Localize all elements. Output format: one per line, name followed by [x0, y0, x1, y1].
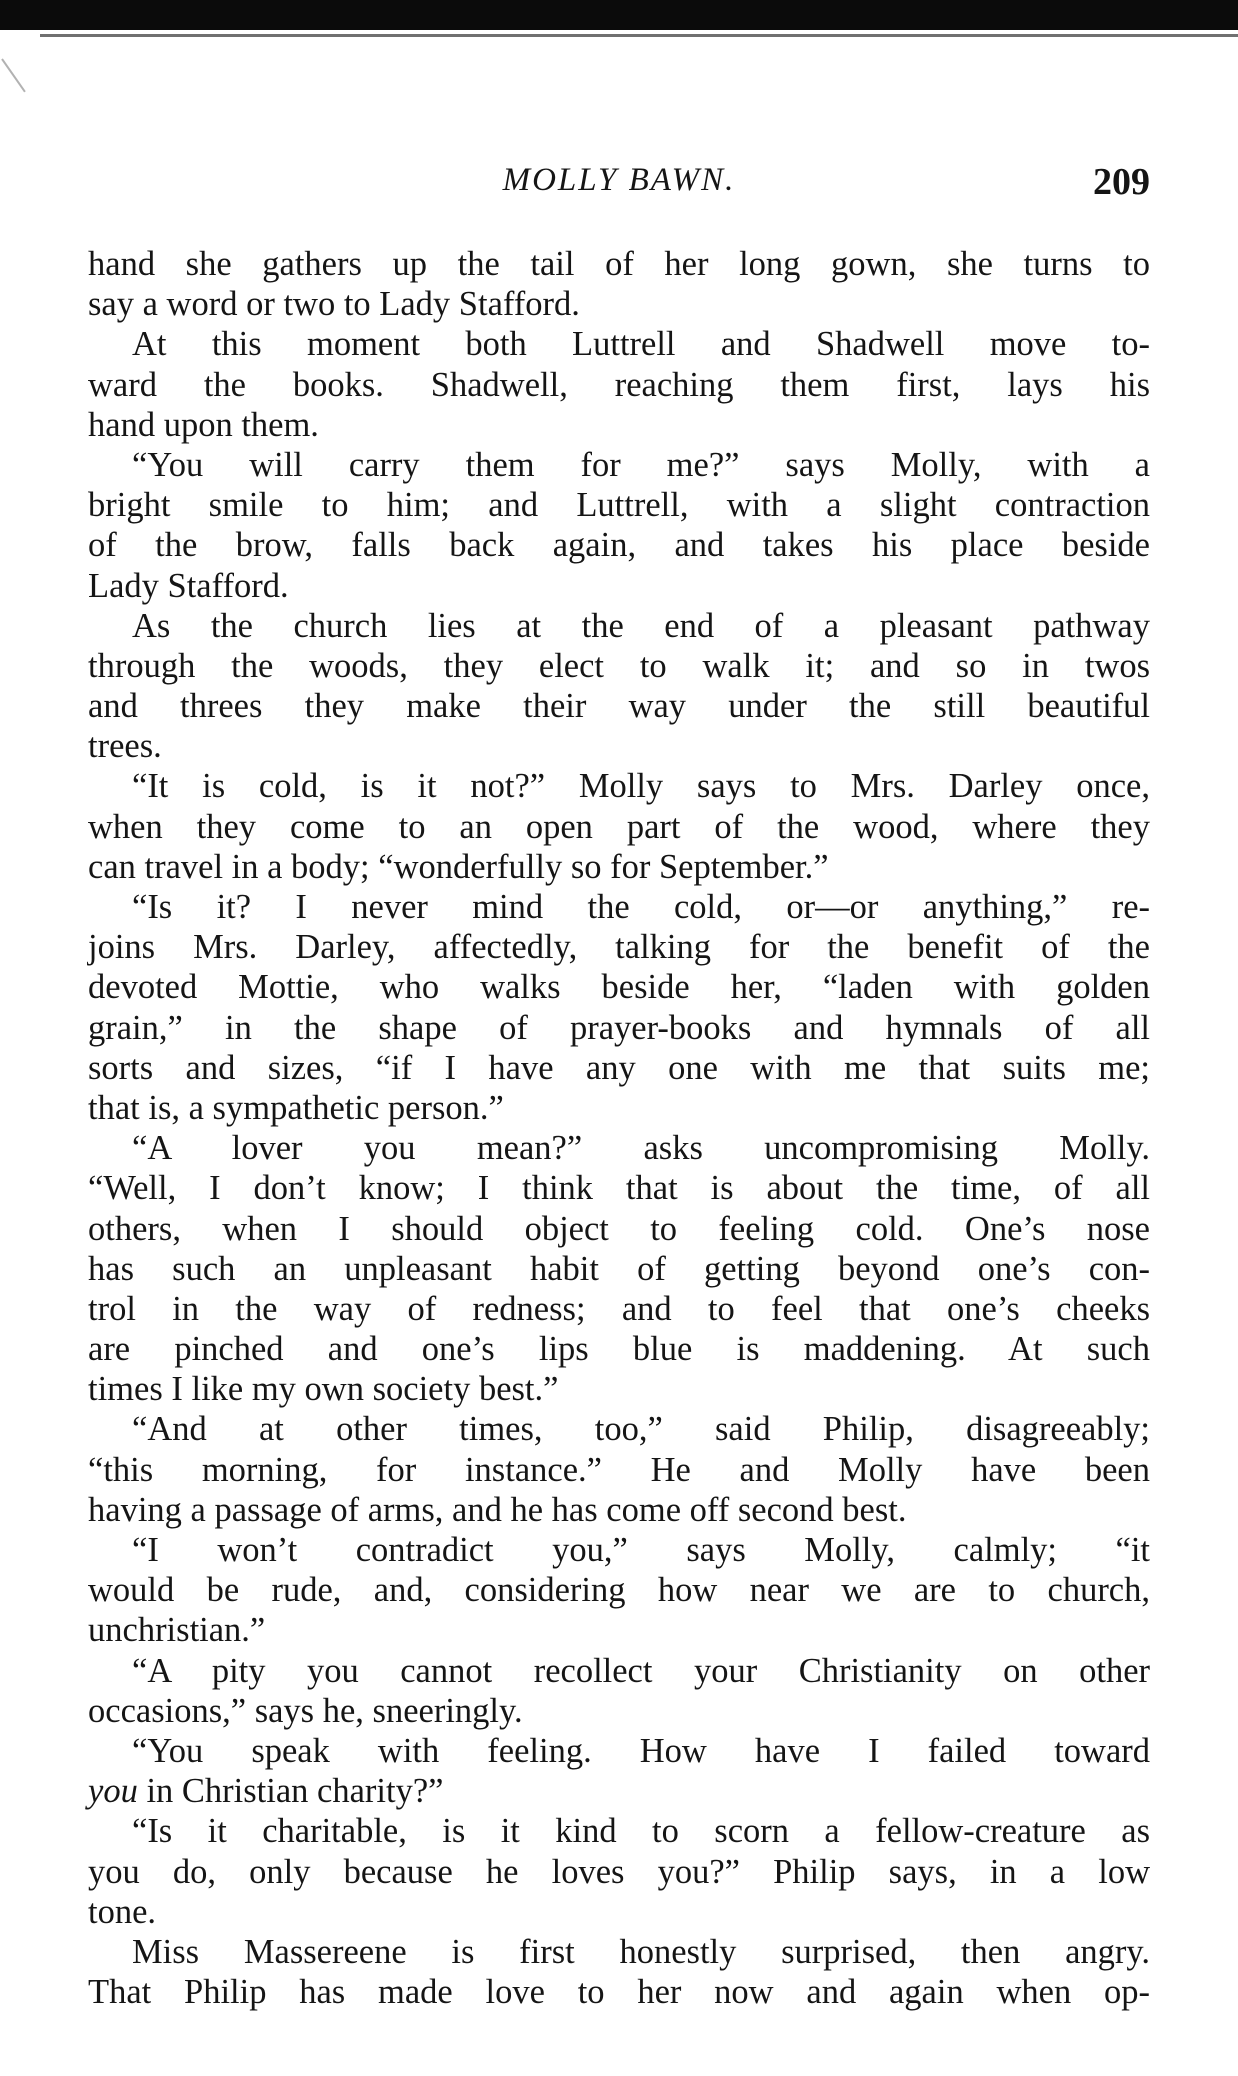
text-line: hand upon them.: [88, 405, 319, 444]
text-line: when they come to an open part of the wood, where they: [88, 807, 1150, 846]
text-line: you in Christian charity?”: [88, 1772, 444, 1811]
text-line: sorts and sizes, “if I have any one with me that suits me;: [88, 1048, 1150, 1087]
page-number: 209: [1093, 161, 1150, 203]
scan-top-rule: [40, 34, 1238, 37]
text-line: are pinched and one’s lips blue is maddening. At such: [88, 1330, 1150, 1369]
text-line: Miss Massereene is first honestly surprised, then angry.: [132, 1932, 1150, 1971]
text-line: Lady Stafford.: [88, 566, 289, 605]
text-line: unchristian.”: [88, 1611, 266, 1650]
running-title: MOLLY BAWN.: [502, 162, 736, 198]
text-line: “Is it charitable, is it kind to scorn a fellow-creature as: [132, 1812, 1150, 1851]
page-header: [88, 162, 1150, 212]
text-line: “A pity you cannot recollect your Christianity on other: [132, 1651, 1150, 1690]
text-line: “Well, I don’t know; I think that is about the time, of all: [88, 1169, 1150, 1208]
text-line: that is, a sympathetic person.”: [88, 1088, 504, 1127]
scan-corner-mark: [1, 58, 26, 92]
text-line: “A lover you mean?” asks uncompromising Molly.: [132, 1129, 1150, 1168]
text-line: of the brow, falls back again, and takes his place beside: [88, 526, 1150, 565]
text-line: “You speak with feeling. How have I failed toward: [132, 1731, 1150, 1770]
text-line: say a word or two to Lady Stafford.: [88, 285, 580, 324]
text-line: grain,” in the shape of prayer-books and hymnals of all: [88, 1008, 1150, 1047]
text-line: trees.: [88, 727, 162, 766]
text-line: “this morning, for instance.” He and Molly have been: [88, 1450, 1150, 1489]
text-line: “Is it? I never mind the cold, or—or anything,” re-: [132, 888, 1150, 926]
text-line: “It is cold, is it not?” Molly says to Mrs. Darley once,: [132, 767, 1150, 806]
text-line: “I won’t contradict you,” says Molly, calmly; “it: [132, 1531, 1150, 1569]
text-line: devoted Mottie, who walks beside her, “laden with golden: [88, 968, 1150, 1007]
text-line: trol in the way of redness; and to feel that one’s cheeks: [88, 1289, 1150, 1328]
text-line: At this moment both Luttrell and Shadwell move to-: [132, 325, 1150, 364]
text-line: ward the books. Shadwell, reaching them first, lays his: [88, 365, 1150, 404]
text-line: can travel in a body; “wonderfully so for September.”: [88, 847, 829, 886]
text-line: That Philip has made love to her now and again when op-: [88, 1973, 1150, 2012]
text-line: has such an unpleasant habit of getting beyond one’s con-: [88, 1249, 1150, 1288]
text-line: through the woods, they elect to walk it; and so in twos: [88, 646, 1150, 685]
text-line: “You will carry them for me?” says Molly, with a: [132, 445, 1150, 484]
body-text: [88, 244, 1150, 2012]
text-line: and threes they make their way under the still beautiful: [88, 687, 1150, 726]
text-line: “And at other times, too,” said Philip, disagreeably;: [132, 1410, 1150, 1449]
text-line: tone.: [88, 1892, 157, 1931]
text-line: occasions,” says he, sneeringly.: [88, 1691, 523, 1730]
text-line: bright smile to him; and Luttrell, with a slight contraction: [88, 486, 1150, 525]
text-line: you do, only because he loves you?” Philip says, in a low: [88, 1852, 1150, 1891]
text-line: having a passage of arms, and he has come off second best.: [88, 1490, 907, 1529]
text-line: others, when I should object to feeling cold. One’s nose: [88, 1209, 1150, 1248]
text-line: As the church lies at the end of a pleasant pathway: [132, 606, 1150, 645]
scan-top-edge: [0, 0, 1238, 30]
text-line: times I like my own society best.”: [88, 1370, 559, 1409]
text-line: joins Mrs. Darley, affectedly, talking for the benefit of the: [88, 928, 1150, 967]
text-line: hand she gathers up the tail of her long gown, she turns to: [88, 245, 1150, 283]
text-line: would be rude, and, considering how near we are to church,: [88, 1571, 1150, 1610]
